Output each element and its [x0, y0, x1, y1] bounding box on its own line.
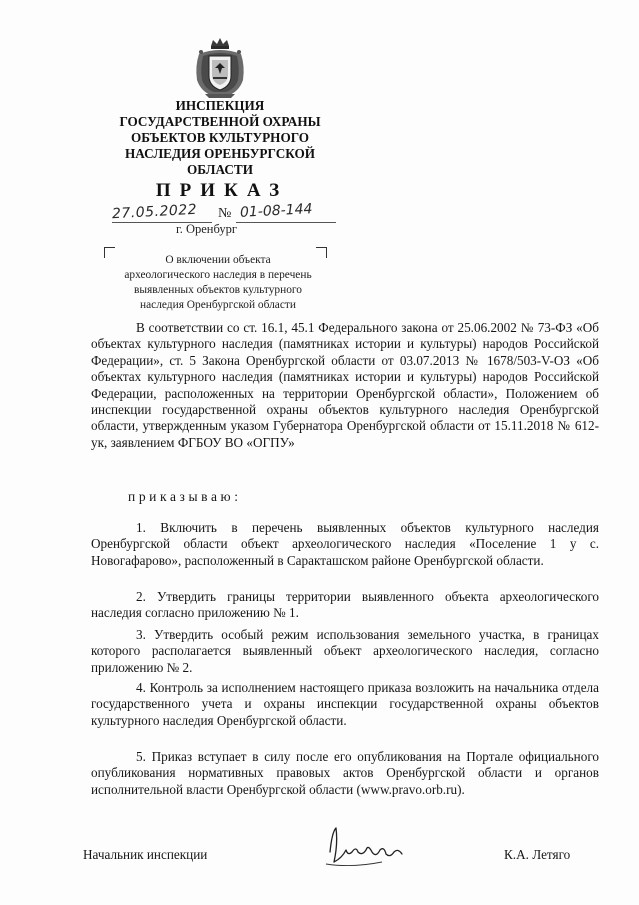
date-number-line: [111, 201, 372, 226]
handwritten-date: 27.05.2022: [111, 201, 198, 223]
handwritten-number: 01-08-144: [239, 201, 313, 221]
number-underline: [236, 222, 336, 223]
number-sign: №: [218, 206, 232, 221]
signatory-name: К.А. Летяго: [504, 847, 571, 862]
order-word: приказываю:: [128, 489, 242, 504]
order-item-3: 3. Утвердить особый режим использования земельного участка, в границах которого располагается выявленный объект археологического наследия, согласно приложению № 2.: [91, 627, 599, 675]
order-item-2: 2. Утвердить границы территории выявленного объекта археологического наследия согласно приложению № 1.: [91, 589, 599, 621]
order-item-5: 5. Приказ вступает в силу после его опубликования на Портале официального опубликования нормативных правовых актов Оренбургской области и органов исполнительной власти Оренбургской области (www.pravo.orb.ru).: [91, 749, 599, 797]
subject-text: О включении объекта археологического наследия в перечень выявленных объектов культурного наследия Оренбургской области: [124, 254, 312, 311]
order-item-4: 4. Контроль за исполнением настоящего приказа возложить на начальника отдела государственного учета и охраны инспекции государственной охраны объектов культурного наследия Оренбургской области.: [91, 680, 599, 728]
organization-name: ИНСПЕКЦИЯ ГОСУДАРСТВЕННОЙ ОХРАНЫ ОБЪЕКТОВ КУЛЬТУРНОГО НАСЛЕДИЯ ОРЕНБУРГСКОЙ ОБЛАСТИ: [119, 98, 321, 177]
order-item-1: 1. Включить в перечень выявленных объектов культурного наследия Оренбургской области объект археологического наследия «Поселение 1 у с. Новогафарово», расположенный в Саракташском районе Оренбургской области.: [91, 520, 599, 568]
city-label: г. Оренбург: [176, 222, 237, 236]
document-type-title: ПРИКАЗ: [155, 180, 289, 201]
signatory-position: Начальник инспекции: [83, 847, 208, 862]
preamble-paragraph: В соответствии со ст. 16.1, 45.1 Федерального закона от 25.06.2002 № 73-ФЗ «Об объектах культурного наследия (памятниках истории и культуры) народов Российской Федерации», ст. 5 Закона Оренбургской области от 03.07.2013 № 1678/503-V-ОЗ «Об объектах культурного наследия (памятниках истории и культуры) народов Российской Федерации, расположенных на территории Оренбургской области», Положением об инспекции государственной охраны объектов культурного наследия Оренбургской области, утвержденным указом Губернатора Оренбургской области от 15.11.2018 № 612-ук, заявлением ФГБОУ ВО «ОГПУ»: [91, 320, 599, 450]
handwritten-signature: [322, 822, 412, 872]
coat-of-arms-emblem: [191, 36, 249, 100]
